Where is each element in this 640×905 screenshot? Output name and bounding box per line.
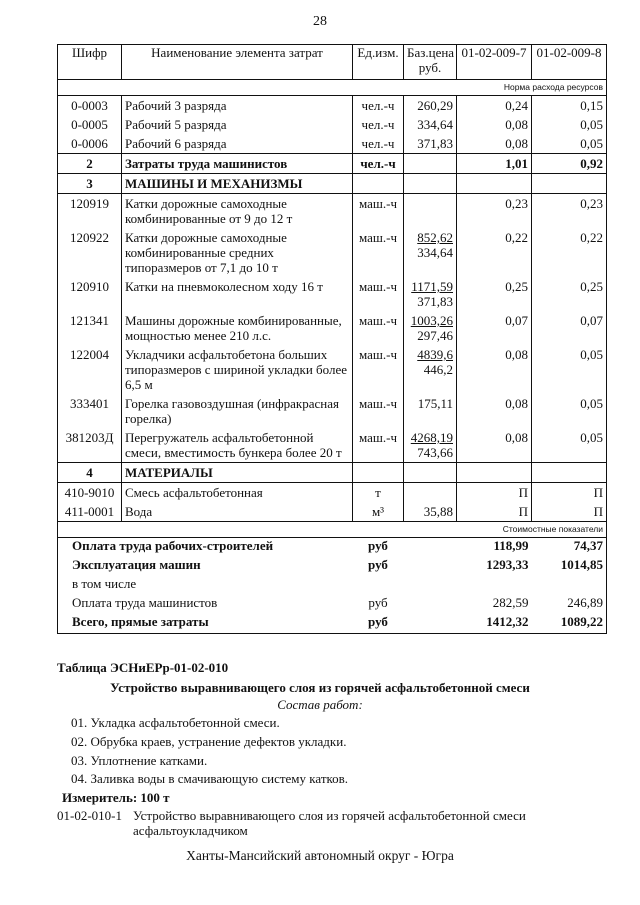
summary-name: Оплата труда рабочих-строителей <box>58 538 353 558</box>
measure: Измеритель: 100 т <box>62 790 170 805</box>
header-col-8: 01-02-009-8 <box>532 45 607 80</box>
row-value-8: 0,15 <box>532 96 607 116</box>
row-value-8: П <box>532 483 607 503</box>
row-code: 0-0006 <box>58 134 122 154</box>
row-code: 410-9010 <box>58 483 122 503</box>
row-value-8: 0,25 <box>532 277 607 311</box>
header-code: Шифр <box>58 45 122 80</box>
row-name: Катки на пневмоколесном ходу 16 т <box>122 277 353 311</box>
row-name: Машины дорожные комбинированные, мощностью менее 210 л.с. <box>122 311 353 345</box>
summary-value-7: 1412,32 <box>457 614 532 634</box>
header-name: Наименование элемента затрат <box>122 45 353 80</box>
row-unit <box>353 463 404 483</box>
row-name: Рабочий 3 разряда <box>122 96 353 116</box>
row-value-8: 0,07 <box>532 311 607 345</box>
work-item: 01. Укладка асфальтобетонной смеси. <box>71 715 280 730</box>
row-name: Горелка газовоздушная (инфракрасная горелка) <box>122 394 353 428</box>
table-row <box>58 311 607 345</box>
work-item: 02. Обрубка краев, устранение дефектов укладки. <box>71 734 347 749</box>
row-value-8: 0,05 <box>532 394 607 428</box>
summary-value-7: 118,99 <box>493 538 529 553</box>
row-price <box>404 428 457 463</box>
summary-unit: руб <box>353 614 404 634</box>
row-unit: чел.-ч <box>353 134 404 154</box>
row-name: Рабочий 5 разряда <box>122 115 353 134</box>
row-value-7: 0,24 <box>457 96 532 116</box>
price-secondary: 743,66 <box>417 445 453 460</box>
section-materials <box>58 463 607 483</box>
summary-value-7 <box>457 576 532 595</box>
row-value-8: П <box>532 502 607 522</box>
resource-table <box>57 44 607 634</box>
row-price <box>404 394 457 428</box>
row-price: 260,29 <box>404 96 457 116</box>
footer: Ханты-Мансийский автономный округ - Югра <box>186 848 454 863</box>
table-row <box>58 134 607 154</box>
row-price <box>404 174 457 194</box>
row-value-8: 0,05 <box>532 134 607 154</box>
row-unit: маш.-ч <box>353 345 404 394</box>
price-main: 852,62 <box>417 230 453 245</box>
row-code: 3 <box>58 174 122 194</box>
row-name: Катки дорожные самоходные комбинированные средних типоразмеров от 7,1 до 10 т <box>122 228 353 277</box>
row-name: МАШИНЫ И МЕХАНИЗМЫ <box>122 174 353 194</box>
table-row <box>58 394 607 428</box>
page-number: 28 <box>313 14 327 29</box>
summary-unit: руб <box>368 595 388 610</box>
row-price <box>404 154 457 174</box>
price-secondary: 371,83 <box>417 294 453 309</box>
summary-price <box>404 557 457 576</box>
row-unit: т <box>353 483 404 503</box>
price-secondary: 446,2 <box>423 362 453 377</box>
table-row <box>58 96 607 116</box>
row-code: 381203Д <box>58 428 122 463</box>
row-price <box>404 345 457 394</box>
row-name: Укладчики асфальтобетона больших типоразмеров с шириной укладки более 6,5 м <box>122 345 353 394</box>
summary-name: в том числе <box>58 576 353 595</box>
row-price <box>404 228 457 277</box>
row-price <box>404 463 457 483</box>
summary-value-8: 74,37 <box>532 538 607 558</box>
row-name: Катки дорожные самоходные комбинированные от 9 до 12 т <box>122 194 353 229</box>
table-row <box>58 428 607 463</box>
header-col-7: 01-02-009-7 <box>457 45 532 80</box>
row-unit: чел.-ч <box>353 96 404 116</box>
header-price: Баз.цена руб. <box>404 45 457 80</box>
row-price: 35,88 <box>404 502 457 522</box>
row-value-7 <box>457 463 532 483</box>
row-unit: маш.-ч <box>353 194 404 229</box>
row-value-8: 0,23 <box>532 194 607 229</box>
row-value-8: 0,05 <box>532 115 607 134</box>
row-value-7: П <box>457 483 532 503</box>
table-title: Таблица ЭСНиЕРр-01-02-010 <box>57 660 229 675</box>
row-code: 333401 <box>58 394 122 428</box>
row-code: 0-0003 <box>58 96 122 116</box>
summary-row <box>58 595 607 614</box>
summary-value-8: 1014,85 <box>532 557 607 576</box>
summary-value-8 <box>532 576 607 595</box>
row-price <box>404 311 457 345</box>
table-row <box>58 277 607 311</box>
row-value-7: 0,23 <box>457 194 532 229</box>
work-item: 03. Уплотнение катками. <box>71 753 208 768</box>
price-main: 4268,19 <box>410 430 453 445</box>
row-unit: чел.-ч <box>353 154 404 174</box>
row-value-8: 0,92 <box>532 154 607 174</box>
row-unit: чел.-ч <box>353 115 404 134</box>
price-secondary: 334,64 <box>417 245 453 260</box>
section-subheading: Состав работ: <box>277 697 363 712</box>
table-row <box>58 194 607 229</box>
row-value-7: 0,08 <box>457 428 532 463</box>
row-code: 120919 <box>58 194 122 229</box>
row-price <box>404 483 457 503</box>
summary-unit <box>353 576 404 595</box>
item-code: 01-02-010-1 <box>57 808 122 823</box>
work-item: 04. Заливка воды в смачивающую систему катков. <box>71 771 349 786</box>
table-row <box>58 115 607 134</box>
machinist-row <box>58 154 607 174</box>
table-row <box>58 483 607 503</box>
row-name: Смесь асфальтобетонная <box>122 483 353 503</box>
summary-row <box>58 538 607 558</box>
row-value-7: 0,08 <box>457 115 532 134</box>
price-main: 4839,6 <box>417 347 453 362</box>
row-code: 411-0001 <box>58 502 122 522</box>
summary-name: Оплата труда машинистов <box>58 595 353 614</box>
row-value-7: 0,07 <box>457 311 532 345</box>
row-unit: маш.-ч <box>353 228 404 277</box>
row-value-7: 1,01 <box>457 154 532 174</box>
price-main: 1003,26 <box>410 313 453 328</box>
price-main: 175,11 <box>417 396 453 411</box>
row-unit: маш.-ч <box>353 394 404 428</box>
cost-label: Стоимостные показатели <box>58 522 607 538</box>
row-code: 4 <box>58 463 122 483</box>
row-value-8 <box>532 463 607 483</box>
summary-value-7: 282,59 <box>492 595 529 610</box>
row-price <box>404 277 457 311</box>
row-value-8: 0,05 <box>532 428 607 463</box>
header-unit: Ед.изм. <box>353 45 404 80</box>
row-code: 121341 <box>58 311 122 345</box>
row-value-8: 0,05 <box>532 345 607 394</box>
row-unit <box>353 174 404 194</box>
row-code: 0-0005 <box>58 115 122 134</box>
row-value-7: 0,08 <box>457 345 532 394</box>
summary-name: Всего, прямые затраты <box>58 614 353 634</box>
summary-value-8: 246,89 <box>532 595 607 614</box>
row-unit: маш.-ч <box>353 428 404 463</box>
row-name: МАТЕРИАЛЫ <box>122 463 353 483</box>
summary-unit: руб <box>368 538 388 553</box>
row-unit: м³ <box>353 502 404 522</box>
summary-value-8: 1089,22 <box>532 614 607 634</box>
summary-row <box>58 614 607 634</box>
summary-row <box>58 557 607 576</box>
row-value-7: 0,22 <box>457 228 532 277</box>
summary-price <box>404 614 457 634</box>
row-value-7: П <box>457 502 532 522</box>
table-row <box>58 345 607 394</box>
row-unit: маш.-ч <box>353 311 404 345</box>
row-price: 334,64 <box>404 115 457 134</box>
row-value-8: 0,22 <box>532 228 607 277</box>
summary-unit: руб <box>368 557 388 572</box>
summary-price <box>404 538 457 558</box>
summary-row <box>58 576 607 595</box>
row-value-7 <box>457 174 532 194</box>
row-value-7: 0,08 <box>457 394 532 428</box>
summary-price <box>404 576 457 595</box>
row-code: 122004 <box>58 345 122 394</box>
row-name: Перегружатель асфальтобетонной смеси, вместимость бункера более 20 т <box>122 428 353 463</box>
row-price <box>404 194 457 229</box>
section-heading: Устройство выравнивающего слоя из горячей асфальтобетонной смеси <box>110 680 530 695</box>
price-main: 1171,59 <box>411 279 453 294</box>
row-name: Рабочий 6 разряда <box>122 134 353 154</box>
row-value-7: 0,25 <box>457 277 532 311</box>
summary-price <box>404 595 457 614</box>
summary-value-7: 1293,33 <box>486 557 529 572</box>
row-unit: маш.-ч <box>353 277 404 311</box>
section-machines <box>58 174 607 194</box>
row-value-8 <box>532 174 607 194</box>
table-header-row <box>58 45 607 80</box>
row-value-7: 0,08 <box>457 134 532 154</box>
row-code: 2 <box>58 154 122 174</box>
row-name: Затраты труда машинистов <box>122 154 353 174</box>
row-price: 371,83 <box>404 134 457 154</box>
row-name: Вода <box>122 502 353 522</box>
table-row <box>58 502 607 522</box>
summary-name: Эксплуатация машин <box>58 557 353 576</box>
row-code: 120910 <box>58 277 122 311</box>
price-secondary: 297,46 <box>417 328 453 343</box>
row-code: 120922 <box>58 228 122 277</box>
norm-label: Норма расхода ресурсов <box>58 80 607 96</box>
item-description: Устройство выравнивающего слоя из горячей асфальтобетонной смеси асфальтоукладчиком <box>133 808 526 838</box>
table-row <box>58 228 607 277</box>
